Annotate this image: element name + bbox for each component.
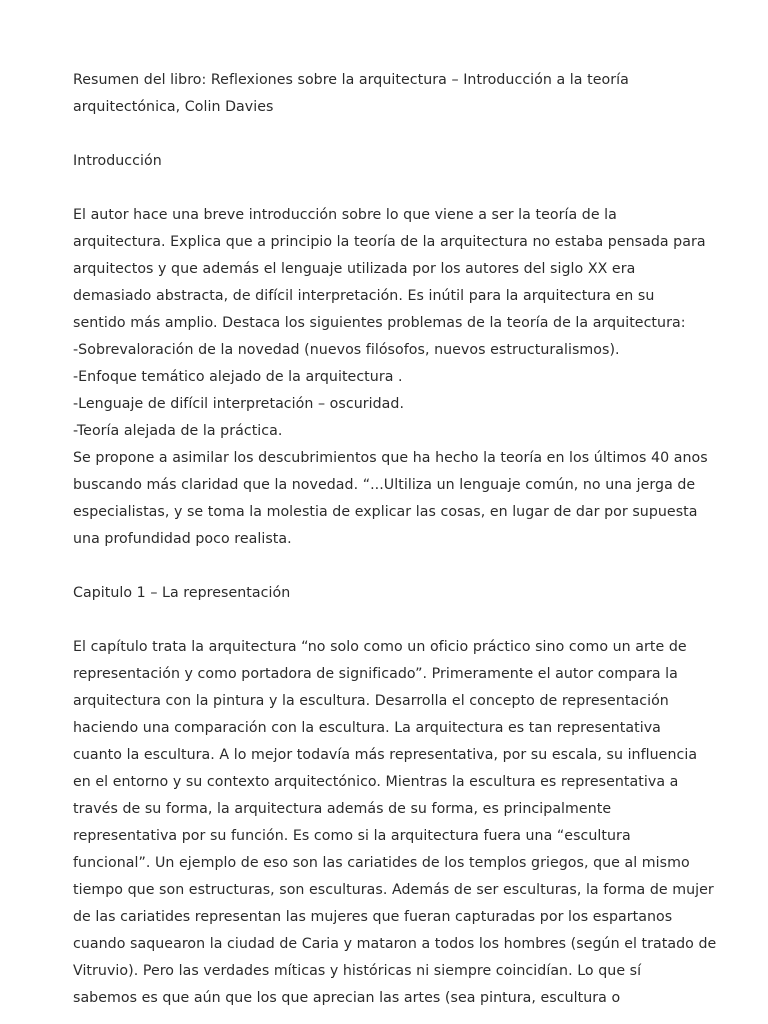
spacer [73, 607, 713, 634]
text-line: funcional”. Un ejemplo de eso son las cariatides de los templos griegos, que al mismo [73, 855, 690, 871]
text-line: buscando más claridad que la novedad. “...Ultiliza un lenguaje común, no una jerga de [73, 477, 696, 493]
text-line: arquitectos y que además el lenguaje utilizada por los autores del siglo XX era [73, 261, 636, 277]
text-line: haciendo una comparación con la escultura. La arquitectura es tan representativa [73, 720, 661, 736]
document-title [73, 67, 713, 121]
document-page [73, 67, 717, 1012]
text-line: arquitectura. Explica que a principio la teoría de la arquitectura no estaba pensada para [73, 234, 706, 250]
text-line: Se propone a asimilar los descubrimientos que ha hecho la teoría en los últimos 40 anos [73, 450, 708, 466]
chapter1-paragraph [73, 634, 717, 1012]
text-line: representación y como portadora de significado”. Primeramente el autor compara la [73, 666, 678, 682]
text-line: en el entorno y su contexto arquitectónico. Mientras la escultura es representativa a [73, 774, 679, 790]
chapter1-heading: Capitulo 1 – La representación [73, 585, 291, 601]
spacer [73, 553, 713, 580]
text-line: especialistas, y se toma la molestia de explicar las cosas, en lugar de dar por supuesta [73, 504, 698, 520]
text-line: demasiado abstracta, de difícil interpretación. Es inútil para la arquitectura en su [73, 288, 655, 304]
list-item: -Enfoque temático alejado de la arquitectura . [73, 369, 403, 385]
text-line: través de su forma, la arquitectura además de su forma, es principalmente [73, 801, 612, 817]
text-line: sentido más amplio. Destaca los siguientes problemas de la teoría de la arquitectura: [73, 315, 686, 331]
text-line: Vitruvio). Pero las verdades míticas y históricas ni siempre coincidían. Lo que sí [73, 963, 642, 979]
text-line: cuanto la escultura. A lo mejor todavía más representativa, por su escala, su influencia [73, 747, 698, 763]
intro-heading: Introducción [73, 153, 162, 169]
text-line: sabemos es que aún que los que aprecian las artes (sea pintura, escultura o [73, 990, 621, 1006]
spacer [73, 121, 713, 148]
text-line: El autor hace una breve introducción sobre lo que viene a ser la teoría de la [73, 207, 617, 223]
list-item: -Sobrevaloración de la novedad (nuevos filósofos, nuevos estructuralismos). [73, 342, 620, 358]
text-line: El capítulo trata la arquitectura “no solo como un oficio práctico sino como un arte de [73, 639, 687, 655]
text-line: tiempo que son estructuras, son esculturas. Además de ser esculturas, la forma de mujer [73, 882, 714, 898]
text-line: cuando saquearon la ciudad de Caria y mataron a todos los hombres (según el tratado de [73, 936, 717, 952]
intro-paragraph [73, 202, 713, 553]
list-item: -Teoría alejada de la práctica. [73, 423, 283, 439]
title-line: arquitectónica, Colin Davies [73, 99, 274, 115]
text-line: representativa por su función. Es como si la arquitectura fuera una “escultura [73, 828, 631, 844]
text-line: de las cariatides representan las mujeres que fueran capturadas por los espartanos [73, 909, 673, 925]
spacer [73, 175, 713, 202]
text-line: arquitectura con la pintura y la escultura. Desarrolla el concepto de representación [73, 693, 669, 709]
text-line: una profundidad poco realista. [73, 531, 292, 547]
list-item: -Lenguaje de difícil interpretación – oscuridad. [73, 396, 405, 412]
title-line: Resumen del libro: Reflexiones sobre la arquitectura – Introducción a la teoría [73, 72, 629, 88]
